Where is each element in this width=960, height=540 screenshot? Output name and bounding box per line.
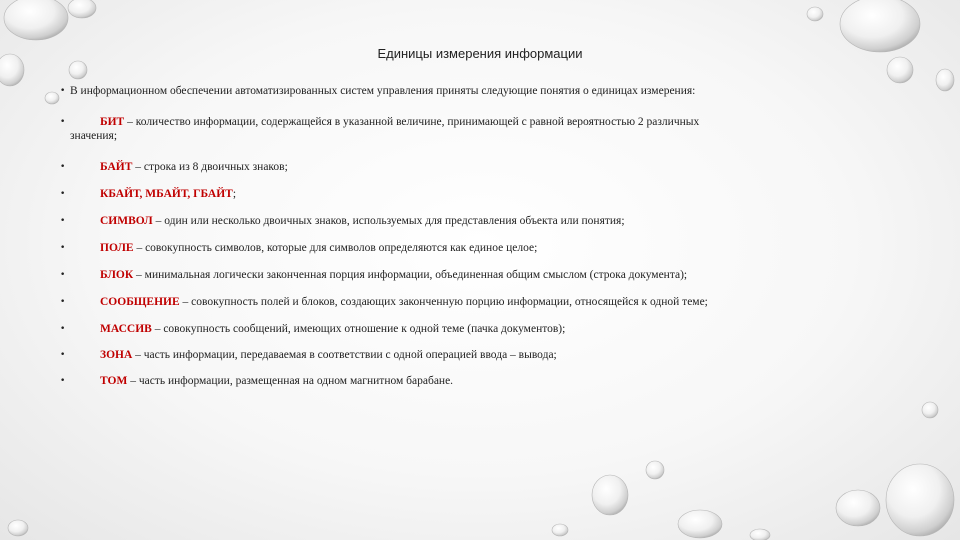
list-item-block bbox=[60, 268, 688, 282]
definition: – совокупность полей и блоков, создающих законченную порцию информации, относящейся к одной теме; bbox=[179, 296, 708, 308]
bullet: • bbox=[60, 350, 66, 360]
list-item-byte bbox=[60, 160, 288, 174]
bullet: • bbox=[60, 376, 66, 386]
list-item-bit bbox=[60, 115, 700, 143]
bullet: • bbox=[60, 297, 66, 307]
term: ЗОНА bbox=[100, 349, 133, 361]
definition: – один или несколько двоичных знаков, используемых для представления объекта или понятия; bbox=[152, 215, 625, 227]
intro-text: В информационном обеспечении автоматизированных систем управления приняты следующие понятия о единицах измерения: bbox=[70, 85, 696, 97]
term: СООБЩЕНИЕ bbox=[100, 296, 180, 308]
definition: – часть информации, передаваемая в соответствии с одной операцией ввода – вывода; bbox=[132, 349, 557, 361]
definition: – строка из 8 двоичных знаков; bbox=[132, 161, 288, 173]
definition: – совокупность сообщений, имеющих отношение к одной теме (пачка документов); bbox=[151, 323, 566, 335]
term: ПОЛЕ bbox=[100, 242, 134, 254]
list-item-message bbox=[60, 295, 708, 309]
bullet: • bbox=[60, 324, 66, 334]
bullet: • bbox=[60, 189, 66, 199]
list-item-zone bbox=[60, 348, 557, 362]
list-item-array bbox=[60, 322, 566, 336]
term: БИТ bbox=[100, 116, 125, 128]
bullet: • bbox=[60, 117, 66, 127]
slide-title: Единицы измерения информации bbox=[377, 46, 583, 61]
term: СИМВОЛ bbox=[100, 215, 153, 227]
term: БАЙТ bbox=[100, 161, 133, 173]
definition-continuation: значения; bbox=[70, 130, 118, 142]
definition: ; bbox=[232, 188, 237, 200]
list-item-kbyte bbox=[60, 187, 237, 201]
definition: – минимальная логически законченная порция информации, объединенная общим смыслом (строка документа); bbox=[133, 269, 688, 281]
term: КБАЙТ, МБАЙТ, ГБАЙТ bbox=[100, 188, 233, 200]
term: ТОМ bbox=[100, 375, 128, 387]
term: МАССИВ bbox=[100, 323, 152, 335]
bullet: • bbox=[60, 243, 66, 253]
list-item-field bbox=[60, 241, 538, 255]
list-item-volume bbox=[60, 374, 454, 388]
drops-bottom bbox=[8, 402, 954, 540]
bullet: • bbox=[60, 86, 66, 96]
bullet: • bbox=[60, 216, 66, 226]
list-item-symbol bbox=[60, 214, 625, 228]
definition: – количество информации, содержащейся в указанной величине, принимающей с равной вероятностью 2 различных bbox=[124, 116, 700, 128]
definition: – часть информации, размещенная на одном магнитном барабане. bbox=[127, 375, 454, 387]
bullet: • bbox=[60, 162, 66, 172]
term: БЛОК bbox=[100, 269, 134, 281]
list-item-intro bbox=[60, 84, 696, 98]
bullet: • bbox=[60, 270, 66, 280]
definition: – совокупность символов, которые для символов определяются как единое целое; bbox=[133, 242, 538, 254]
